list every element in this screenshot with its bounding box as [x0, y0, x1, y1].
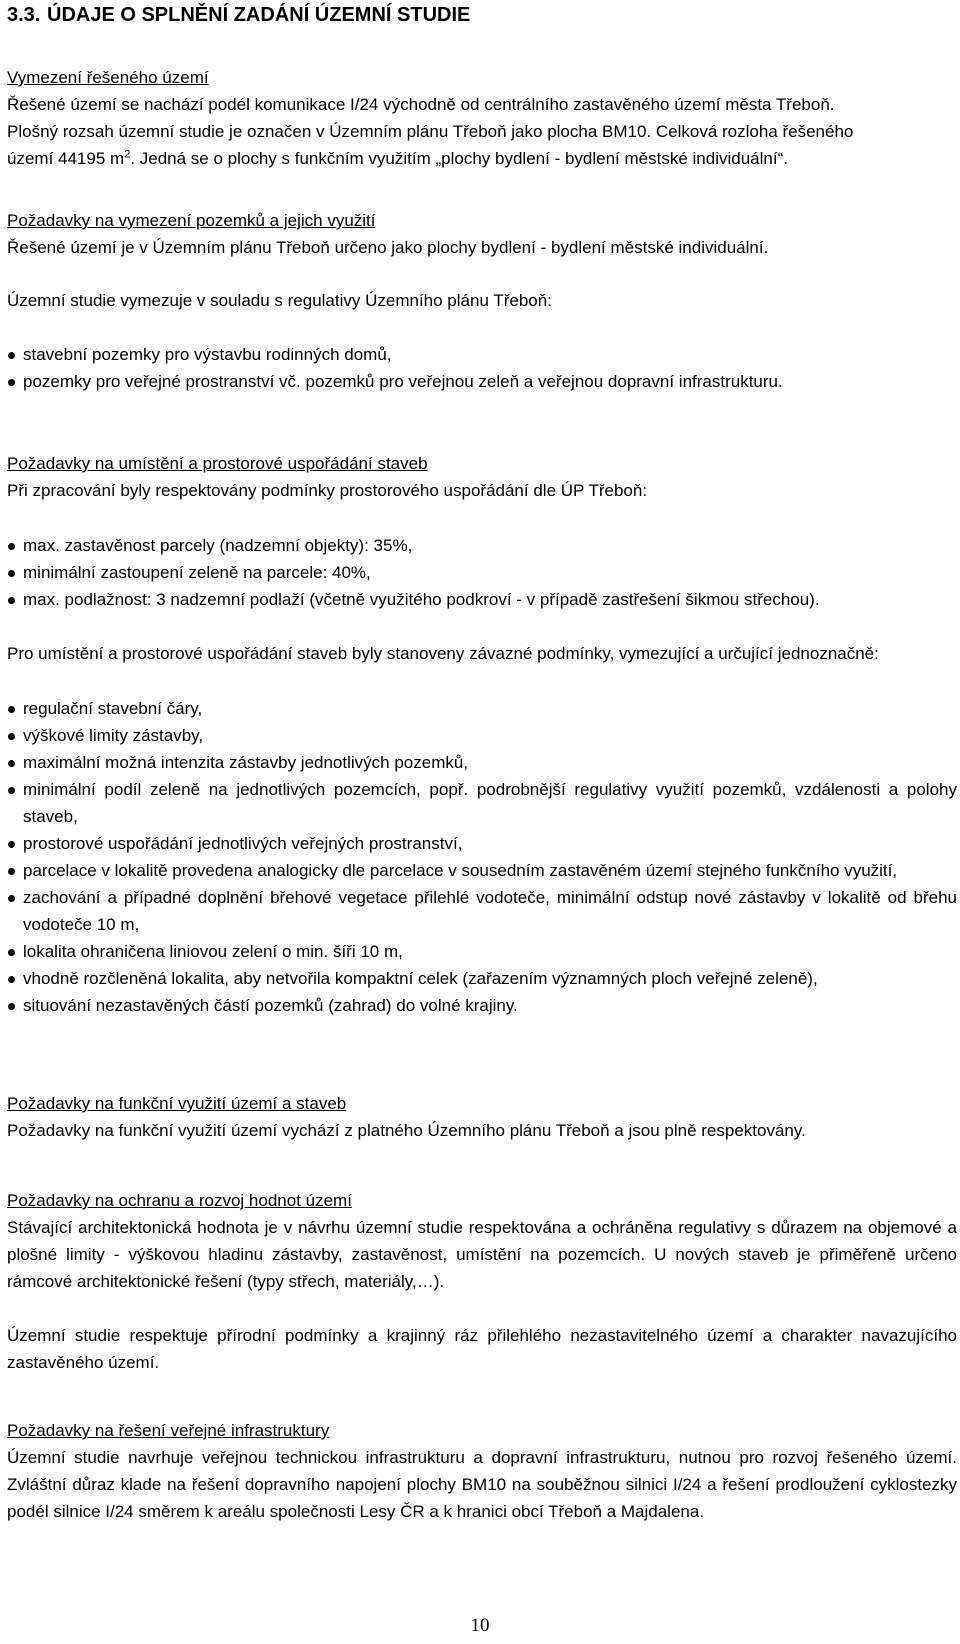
list-item	[7, 586, 957, 613]
list-item-text: parcelace v lokalitě provedena analogicky dle parcelace v sousedním zastavěném území stejného funkčního využití,	[23, 861, 898, 880]
list-item	[7, 830, 957, 857]
subsection-title: Požadavky na ochranu a rozvoj hodnot území	[7, 1191, 352, 1210]
bullet-icon	[8, 760, 15, 767]
list-item-text: lokalita ohraničena liniovou zelení o min. šíři 10 m,	[23, 942, 403, 961]
bullet-icon	[8, 570, 15, 577]
section-pozemky	[7, 207, 957, 261]
bullet-icon	[8, 1003, 15, 1010]
list-item	[7, 722, 957, 749]
bullet-list	[7, 532, 957, 613]
section-infrastruktura	[7, 1417, 957, 1525]
bullet-icon	[8, 787, 15, 794]
bullet-icon	[8, 868, 15, 875]
subsection-title: Požadavky na funkční využití území a staveb	[7, 1094, 347, 1113]
text-fragment: . Jedná se o plochy s funkčním využitím „plochy bydlení - bydlení městské individuální“.	[130, 149, 788, 168]
paragraph-line: Řešené území se nachází podél komunikace I/24 východně od centrálního zastavěného území města Třeboň.	[7, 95, 835, 114]
superscript: 2	[124, 148, 131, 161]
section-number: 3.3.	[7, 4, 41, 26]
subsection-title: Požadavky na řešení veřejné infrastruktury	[7, 1421, 330, 1440]
bullet-icon	[8, 895, 15, 902]
list-item	[7, 559, 957, 586]
list-item	[7, 776, 957, 830]
paragraph: Územní studie respektuje přírodní podmínky a krajinný ráz přilehlého nezastavitelného území a charakter navazujícího zastavěného území.	[7, 1326, 957, 1372]
list-item-text: prostorové uspořádání jednotlivých veřejných prostranství,	[23, 834, 463, 853]
paragraph: Stávající architektonická hodnota je v návrhu územní studie respektována a ochráněna regulativy s důrazem na objemové a plošné limity - výškovou hladinu zástavby, zastavěnost, umístění na pozemcích. U nových staveb je přiměřeně určeno rámcové architektonické řešení (typy střech, materiály,…).	[7, 1218, 957, 1291]
bullet-icon	[8, 543, 15, 550]
list-item	[7, 857, 957, 884]
list-item	[7, 695, 957, 722]
bullet-icon	[8, 379, 15, 386]
list-item	[7, 938, 957, 965]
paragraph: Pro umístění a prostorové uspořádání staveb byly stanoveny závazné podmínky, vymezující a určující jednoznačně:	[7, 644, 879, 663]
paragraph: Při zpracování byly respektovány podmínky prostorového uspořádání dle ÚP Třeboň:	[7, 481, 648, 500]
list-item	[7, 368, 957, 395]
list-item	[7, 992, 957, 1019]
bullet-icon	[8, 841, 15, 848]
bullet-icon	[8, 706, 15, 713]
list-item	[7, 532, 957, 559]
paragraph-prirodni	[7, 1322, 957, 1376]
subsection-title: Vymezení řešeného území	[7, 68, 209, 87]
paragraph: Územní studie vymezuje v souladu s regulativy Územního plánu Třeboň:	[7, 291, 552, 310]
list-item-text: zachování a případné doplnění břehové vegetace přilehlé vodoteče, minimální odstup nové zástavby v lokalitě od břehu vodoteče 10 m,	[23, 888, 957, 934]
section-funkcni-vyuziti	[7, 1090, 957, 1144]
list-item-text: výškové limity zástavby,	[23, 726, 204, 745]
bullet-icon	[8, 352, 15, 359]
text-fragment: území 44195 m	[7, 149, 125, 168]
list-item-text: maximální možná intenzita zástavby jednotlivých pozemků,	[23, 753, 469, 772]
paragraph: Územní studie navrhuje veřejnou technickou infrastrukturu a dopravní infrastrukturu, nutnou pro rozvoj řešeného území. Zvláštní důraz klade na řešení dopravního napojení plochy BM10 na souběžnou silnici I/24 a řešení prodloužení cyklostezky podél silnice I/24 směrem k areálu společnosti Lesy ČR a k hranici obcí Třeboň a Majdalena.	[7, 1448, 957, 1521]
bullet-icon	[8, 949, 15, 956]
paragraph: Řešené území je v Územním plánu Třeboň určeno jako plochy bydlení - bydlení městské individuální.	[7, 238, 769, 257]
list-item	[7, 965, 957, 992]
bullet-icon	[8, 976, 15, 983]
list-item-text: max. zastavěnost parcely (nadzemní objekty): 35%,	[23, 536, 413, 555]
section-heading	[7, 4, 470, 27]
list-item-text: vhodně rozčleněná lokalita, aby netvořila kompaktní celek (zařazením významných ploch veřejné zeleně),	[23, 969, 818, 988]
paragraph-conditions	[7, 640, 957, 667]
paragraph: Požadavky na funkční využití území vychází z platného Územního plánu Třeboň a jsou plně respektovány.	[7, 1121, 806, 1140]
list-item-text: pozemky pro veřejné prostranství vč. pozemků pro veřejnou zeleň a veřejnou dopravní infrastrukturu.	[23, 372, 783, 391]
list-item-text: regulační stavební čáry,	[23, 699, 203, 718]
bullet-icon	[8, 733, 15, 740]
list-item-text: minimální podíl zeleně na jednotlivých pozemcích, popř. podrobnější regulativy využití pozemků, vzdálenosti a polohy staveb,	[23, 780, 957, 826]
list-item-text: minimální zastoupení zeleně na parcele: 40%,	[23, 563, 371, 582]
subsection-title: Požadavky na umístění a prostorové uspořádání staveb	[7, 454, 428, 473]
section-umisteni	[7, 450, 957, 504]
list-item-text: stavební pozemky pro výstavbu rodinných domů,	[23, 345, 392, 364]
bullet-list	[7, 695, 957, 1019]
list-item-text: situování nezastavěných částí pozemků (zahrad) do volné krajiny.	[23, 996, 518, 1015]
paragraph-line	[7, 145, 957, 172]
bullet-icon	[8, 597, 15, 604]
list-item	[7, 341, 957, 368]
bullet-list	[7, 341, 957, 395]
page-number: 10	[470, 1615, 490, 1636]
list-item	[7, 884, 957, 938]
section-title: ÚDAJE O SPLNĚNÍ ZADÁNÍ ÚZEMNÍ STUDIE	[47, 4, 471, 26]
section-pozemky-cont	[7, 287, 957, 314]
list-item-text: max. podlažnost: 3 nadzemní podlaží (včetně využitého podkroví - v případě zastřešení šikmou střechou).	[23, 590, 820, 609]
paragraph-line: Plošný rozsah územní studie je označen v Územním plánu Třeboň jako plocha BM10. Celková rozloha řešeného	[7, 122, 854, 141]
section-vymezeni	[7, 64, 957, 172]
list-item	[7, 749, 957, 776]
section-ochrana-hodnot	[7, 1187, 957, 1295]
subsection-title: Požadavky na vymezení pozemků a jejich využití	[7, 211, 376, 230]
